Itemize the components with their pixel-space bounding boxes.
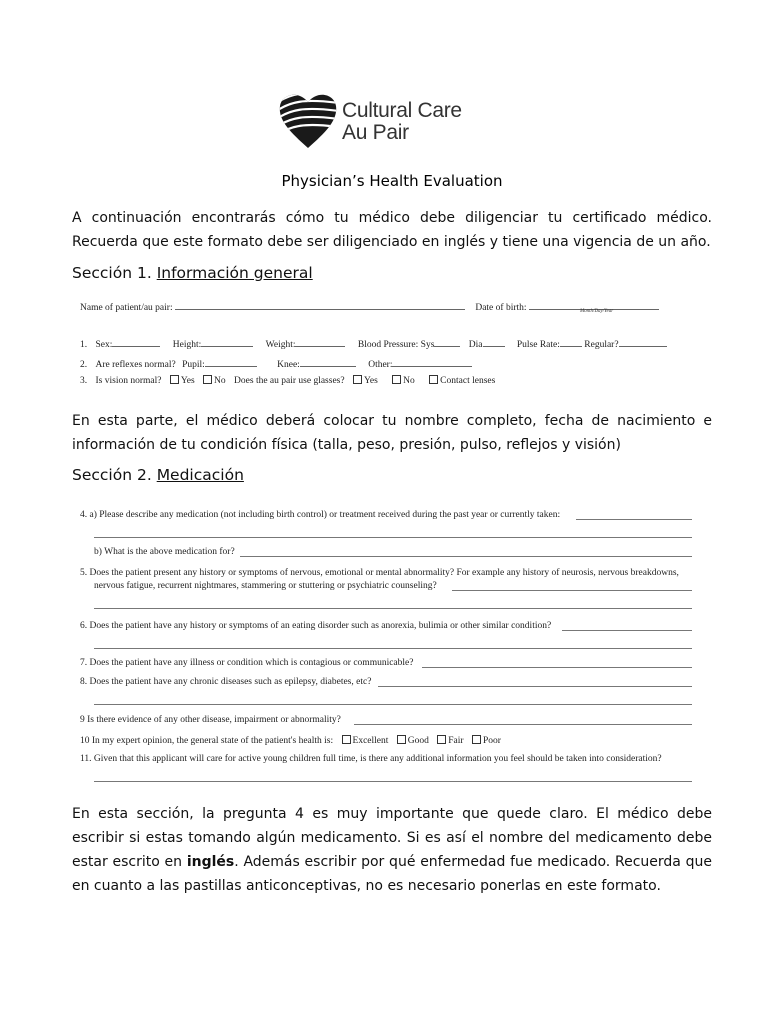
dob-hint: Month/Day/Year [580, 309, 614, 314]
section-2-prefix: Sección 2. [72, 466, 157, 484]
knee-label: Knee: [277, 360, 300, 370]
q8-line [378, 686, 692, 687]
pulse-label: Pulse Rate: [516, 340, 560, 350]
vision-yes-checkbox [170, 375, 179, 384]
contacts-checkbox [429, 375, 438, 384]
glasses-no-checkbox [392, 375, 401, 384]
q3-row [80, 375, 495, 386]
q5b-row: nervous fatigue, recurrent nightmares, stammering or stuttering or psychiatric counseling? [94, 581, 437, 591]
other-line [392, 357, 472, 367]
section-1-explanation: En esta parte, el médico deberá colocar tu nombre completo, fecha de nacimiento e información de tu condición física (talla, peso, presión, pulso, reflejos y visión) [72, 413, 712, 453]
heart-stripes-logo-icon [276, 88, 340, 150]
regular-line [619, 337, 667, 347]
dia-label: Dia [468, 340, 483, 350]
glasses-yes-label: Yes [363, 376, 378, 386]
pupil-label: Pupil: [182, 360, 205, 370]
q4b-row: b) What is the above medication for? [94, 547, 235, 557]
q9-line [354, 724, 692, 725]
fair-checkbox [437, 735, 446, 744]
name-label: Name of patient/au pair: [80, 303, 173, 313]
explanation-text-2: . Además escribir por qué enfermedad fue medicado. Recuerda que en cuanto a las pastillas anticonceptivas, no es necesario ponerlas en este formato. [72, 854, 713, 894]
poor-checkbox [472, 735, 481, 744]
sex-line [112, 337, 160, 347]
q6-row: 6. Does the patient have any history or symptoms of an eating disorder such as anorexia, bulimia or other similar condition? [80, 621, 552, 631]
q5a-row: 5. Does the patient present any history or symptoms of nervous, emotional or mental abnormality? For example any history of neurosis, nervous breakdowns, [80, 568, 679, 578]
weight-label: Weight: [265, 340, 296, 350]
bp-label: Blood Pressure: Sys [357, 340, 435, 350]
q10-label: 10 In my expert opinion, the general state of the patient's health is: [80, 736, 334, 746]
q2-row [80, 357, 472, 370]
cultural-care-logo [276, 88, 496, 150]
explanation-bold: inglés [186, 854, 235, 870]
dia-line [483, 337, 505, 347]
intro-paragraph: A continuación encontrarás cómo tu médico debe diligenciar tu certificado médico. Recuerda que este formato debe ser diligenciado en inglés y tiene una vigencia de un año. [72, 210, 712, 250]
contacts-label: Contact lenses [440, 376, 496, 386]
pulse-line [560, 337, 582, 347]
good-checkbox [397, 735, 406, 744]
name-line [175, 300, 465, 310]
section-2-explanation [72, 802, 712, 898]
q5-line [452, 590, 692, 591]
q1-row [80, 337, 667, 350]
name-row [80, 300, 659, 313]
excellent-label: Excellent [352, 736, 389, 746]
knee-line [300, 357, 356, 367]
section-1-title: Información general [156, 264, 313, 282]
dob-label: Date of birth: [475, 303, 527, 313]
reflexes-label: Are reflexes normal? [95, 360, 176, 370]
weight-line [295, 337, 345, 347]
logo-line-1: Cultural Care [342, 99, 462, 122]
vision-no-checkbox [203, 375, 212, 384]
glasses-no-label: No [403, 376, 415, 386]
pupil-line [205, 357, 257, 367]
poor-label: Poor [482, 736, 501, 746]
q1-number: 1. [80, 340, 88, 350]
section-2-title: Medicación [156, 466, 244, 484]
bp-line [434, 337, 460, 347]
logo-line-2: Au Pair [342, 121, 409, 144]
height-line [201, 337, 253, 347]
q4a-line [576, 519, 692, 520]
q8-line-2 [94, 704, 692, 705]
glasses-yes-checkbox [353, 375, 362, 384]
q4a-row: 4. a) Please describe any medication (not including birth control) or treatment received during the past year or currently taken: [80, 510, 561, 520]
section-2-heading [72, 466, 244, 484]
q8-row: 8. Does the patient have any chronic diseases such as epilepsy, diabetes, etc? [80, 677, 372, 687]
q3-number: 3. [80, 376, 88, 386]
sex-label: Sex: [95, 340, 113, 350]
regular-label: Regular? [584, 340, 619, 350]
q7-line [422, 667, 692, 668]
q11-row: 11. Given that this applicant will care for active young children full time, is there any additional information you feel should be taken into consideration? [80, 754, 662, 764]
q7-row: 7. Does the patient have any illness or condition which is contagious or communicable? [80, 658, 414, 668]
q5-line-2 [94, 608, 692, 609]
good-label: Good [407, 736, 429, 746]
vision-label: Is vision normal? [95, 376, 162, 386]
height-label: Height: [172, 340, 202, 350]
q10-row [80, 735, 501, 746]
glasses-label: Does the au pair use glasses? [234, 376, 345, 386]
section-1-prefix: Sección 1. [72, 264, 157, 282]
fair-label: Fair [448, 736, 464, 746]
other-label: Other: [368, 360, 393, 370]
vision-no-label: No [214, 376, 226, 386]
explanation-text-1: En esta sección, la pregunta 4 es muy importante que quede claro. El médico debe escribir si estas tomando algún medicamento. Si es así el nombre del medicamento debe estar escrito en [72, 806, 712, 870]
vision-yes-label: Yes [180, 376, 195, 386]
q6-line-2 [94, 648, 692, 649]
page-title: Physician’s Health Evaluation [281, 172, 503, 190]
q4b-line [240, 556, 692, 557]
section-1-heading [72, 264, 313, 282]
logo-wordmark [342, 100, 462, 144]
q2-number: 2. [80, 360, 88, 370]
q4a-line-2 [94, 537, 692, 538]
q11-line [94, 781, 692, 782]
q6-line [562, 630, 692, 631]
q9-row: 9 Is there evidence of any other disease, impairment or abnormality? [80, 715, 341, 725]
excellent-checkbox [342, 735, 351, 744]
